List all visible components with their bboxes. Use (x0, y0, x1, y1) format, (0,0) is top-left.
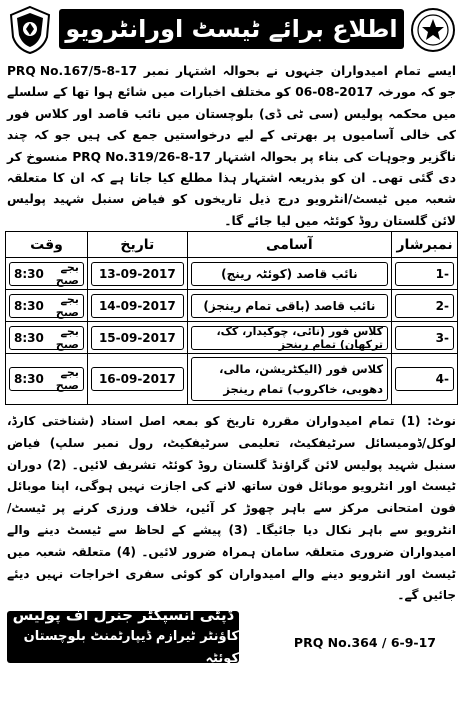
row-time: 8:30 (14, 266, 44, 281)
table-row (6, 354, 458, 405)
row-date: 14-09-2017 (91, 294, 184, 318)
header-time: وقت (6, 232, 88, 258)
row-post: کلاس فور (الیکٹریشن، مالی، دھوبی، خاکروب) تمام رینجز (191, 357, 388, 401)
row-time-suffix: بجے صبح (55, 292, 79, 319)
row-time-suffix: بجے صبح (55, 366, 79, 392)
row-time: 8:30 (14, 372, 44, 386)
row-date: 16-09-2017 (91, 367, 184, 391)
notes-paragraph: نوٹ: (1) تمام امیدواران مقررہ تاریخ کو بمعہ اصل اسناد (شناختی کارڈ، لوکل/ڈومیسائل سرٹیفکیٹ، تعلیمی سرٹیفکیٹ، رول نمبر سلپ) فیاض سنبل شہید پولیس لائن گراؤنڈ گلستان روڈ کوئٹہ تشریف لائیں۔ (2) دوران ٹیسٹ اور انٹرویو موبائل فون ساتھ لانے کی اجازت نہیں ہوگی، اپنا موبائل فون امتحانی مرکز سے باہر چھوڑ کر آئیں، خلاف ورزی کرنے پر ٹیسٹ/انٹرویو سے باہر نکال دیا جائیگا۔ (3) پیشے کے لحاظ سے ٹیسٹ دینے والے امیدواران ضروری متعلقہ سامان ہمراہ ضرور لائیں۔ (4) متعلقہ شعبہ میں ٹیسٹ اور انٹرویو دینے والے امیدواران کو کوئی سفری اخراجات نہیں دیئے جائیں گے۔ (7, 414, 456, 603)
row-post: نائب قاصد (باقی تمام رینجز) (191, 294, 388, 318)
header-serial: نمبرشار (392, 232, 458, 258)
intro-text-4: منسوخ کر دی گئی تھی۔ ان کو بذریعہ اشتہار ہذا مطلع کیا جاتا ہے کہ ان کا متعلقہ شعبہ میں ٹیسٹ/انٹرویو درج ذیل تاریخوں کو فیاض سنبل شہید پولیس لائن گلستان روڈ کوئٹہ میں لیا جائے گا۔ (7, 149, 456, 228)
header-date: تاریخ (87, 232, 187, 258)
row-serial: 4- (395, 367, 454, 391)
intro-ref-1: PRQ No.167/5-8-17 (7, 64, 138, 78)
row-post: نائب قاصد (کوئٹہ رینج) (191, 262, 388, 286)
row-date: 13-09-2017 (91, 262, 184, 286)
table-row (6, 290, 458, 322)
row-serial: 1- (395, 262, 454, 286)
footer (3, 606, 460, 667)
intro-text-3: کو مختلف اخبارات میں شائع ہوا تھا کے سلسلے میں محکمہ پولیس (سی ٹی ڈی) بلوچستان میں نائب قاصد اور کلاس فور کی خالی آسامیوں پر بھرتی کے لیے درخواستیں جمع کی ہیں جو کہ چند ناگزیر وجوہات کی بناء پر بحوالہ اشتہار (7, 85, 456, 164)
police-emblem-icon (7, 5, 53, 55)
ctd-seal-icon (410, 5, 456, 55)
row-time: 8:30 (14, 330, 44, 345)
schedule-table (5, 231, 458, 405)
row-serial: 3- (395, 326, 454, 350)
signature-block (7, 606, 239, 666)
row-time-suffix: بجے صبح (55, 324, 79, 351)
header (3, 3, 460, 61)
intro-date-1: 06-08-2017 (295, 85, 374, 100)
page-title: اطلاع برائے ٹیسٹ اورانٹرویو (59, 9, 404, 49)
row-date: 15-09-2017 (91, 326, 184, 350)
signatory-title: ڈپٹی انسپکٹر جنرل آف پولیس (12, 606, 234, 624)
signatory-department: کاؤنٹر ٹیرازم ڈیپارٹمنٹ بلوچستان کوئٹہ (23, 629, 239, 666)
intro-text-1: ایسے تمام امیدواران جنہوں نے بحوالہ اشتہار نمبر (143, 64, 456, 78)
row-time-suffix: بجے صبح (55, 260, 79, 287)
prq-number: PRQ No.364 / 6-9-17 (293, 635, 436, 650)
header-post: آسامی (187, 232, 391, 258)
row-time: 8:30 (14, 298, 44, 313)
table-header-row (6, 232, 458, 258)
intro-text-2: جو کہ مورخہ (377, 85, 456, 100)
row-serial: 2- (395, 294, 454, 318)
table-row (6, 258, 458, 290)
row-post: کلاس فور (نائی، چوکیدار، کک، ترکھان) تمام رینجز (191, 326, 388, 350)
table-row (6, 322, 458, 354)
intro-paragraph (3, 61, 460, 231)
intro-ref-2: PRQ No.319/26-8-17 (72, 149, 211, 164)
